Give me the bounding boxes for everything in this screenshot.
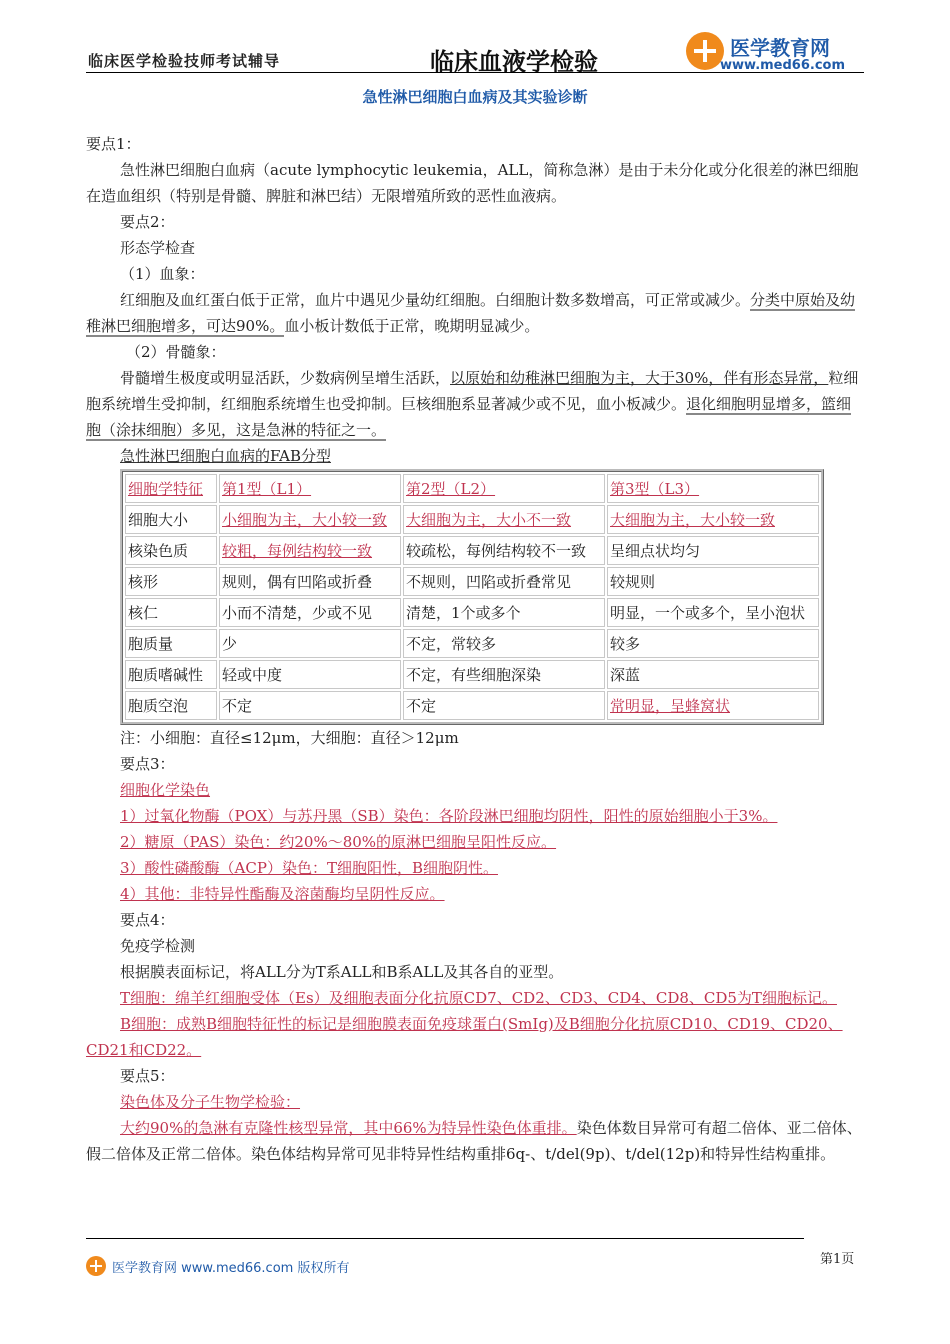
table-cell: 细胞大小 <box>125 505 217 534</box>
immuno-heading: 免疫学检测 <box>120 937 196 955</box>
table-cell: 轻或中度 <box>219 660 401 689</box>
table-header-cell: 第1型（L1） <box>219 474 401 503</box>
table-cell: 明显，一个或多个，呈小泡状 <box>607 598 819 627</box>
table-cell: 小而不清楚，少或不见 <box>219 598 401 627</box>
table-cell: 不定，常较多 <box>403 629 605 658</box>
table-cell: 大细胞为主，大小较一致 <box>607 505 819 534</box>
table-header-cell: 第3型（L3） <box>607 474 819 503</box>
header-divider <box>86 72 864 73</box>
b-cell-markers-text: B细胞：成熟B细胞特征性的标记是细胞膜表面免疫球蛋白(SmIg)及B细胞分化抗原CD10、CD19、CD20、CD21和CD22。 <box>86 1015 843 1059</box>
table-cell: 不定 <box>403 691 605 720</box>
keypoint-4-label: 要点4： <box>120 911 175 929</box>
table-cell: 较多 <box>607 629 819 658</box>
table-row <box>125 691 819 720</box>
footer-copyright[interactable]: 医学教育网 www.med66.com 版权所有 <box>112 1261 350 1276</box>
table-cell: 较疏松，每例结构较不一致 <box>403 536 605 565</box>
bone-marrow-paragraph <box>86 365 864 443</box>
table-cell: 深蓝 <box>607 660 819 689</box>
blood-text-highlight: 分类中原始及幼稚淋巴细胞增多，可达90%。 <box>86 291 856 335</box>
blood-text-a: 红细胞及血红蛋白低于正常，血片中遇见少量幼红细胞。白细胞计数多数增高，可正常或减少。 <box>120 291 751 309</box>
marrow-text-highlight: 以原始和幼稚淋巴细胞为主，大于30%，伴有形态异常， <box>450 369 829 387</box>
keypoint-5-label: 要点5： <box>120 1067 175 1085</box>
document-title: 急性淋巴细胞白血病及其实验诊断 <box>362 88 588 106</box>
cytochem-item-2-text: 2）糖原（PAS）染色：约20%～80%的原淋巴细胞呈阳性反应。 <box>120 833 557 851</box>
cytochem-item-1-text: 1）过氧化物酶（POX）与苏丹黑（SB）染色：各阶段淋巴细胞均阴性，阳性的原始细胞小于3%。 <box>120 807 778 825</box>
table-cell: 核染色质 <box>125 536 217 565</box>
table-row <box>125 505 819 534</box>
table-header-cell: 第2型（L2） <box>403 474 605 503</box>
b-cell-markers <box>86 1011 864 1063</box>
table-cell: 常明显，呈蜂窝状 <box>607 691 819 720</box>
keypoint-1-label: 要点1： <box>86 135 141 153</box>
table-row <box>125 660 819 689</box>
table-cell: 不定 <box>219 691 401 720</box>
chromosome-heading <box>86 1089 864 1115</box>
table-cell: 不规则，凹陷或折叠常见 <box>403 567 605 596</box>
table-cell: 核仁 <box>125 598 217 627</box>
logo-url: www.med66.com <box>720 58 846 73</box>
header-left-title: 临床医学检验技师考试辅导 <box>88 52 281 70</box>
table-header-cell: 细胞学特征 <box>125 474 217 503</box>
bone-marrow-heading: （2）骨髓象： <box>126 343 226 361</box>
table-cell: 不定，有些细胞深染 <box>403 660 605 689</box>
footer-divider <box>86 1238 804 1239</box>
definition-paragraph: 急性淋巴细胞白血病（acute lymphocytic leukemia，ALL，简称急淋）是由于未分化或分化很差的淋巴细胞在造血组织（特别是骨髓、脾脏和淋巴结）无限增殖所致的恶性血液病。 <box>86 161 859 205</box>
table-cell: 小细胞为主，大小较一致 <box>219 505 401 534</box>
table-cell: 清楚，1个或多个 <box>403 598 605 627</box>
table-row <box>125 629 819 658</box>
immuno-paragraph: 根据膜表面标记，将ALL分为T系ALL和B系ALL及其各自的亚型。 <box>120 963 564 981</box>
chromosome-heading-text: 染色体及分子生物学检验： <box>120 1093 301 1111</box>
document-body <box>86 131 864 1167</box>
blood-picture-paragraph <box>86 287 864 339</box>
table-cell: 规则，偶有凹陷或折叠 <box>219 567 401 596</box>
marrow-text-a: 骨髓增生极度或明显活跃，少数病例呈增生活跃， <box>120 369 451 387</box>
logo-cross-icon <box>686 32 724 70</box>
cytochem-item-2 <box>86 829 864 855</box>
footer-logo-icon <box>86 1256 106 1276</box>
table-cell: 较粗，每例结构较一致 <box>219 536 401 565</box>
table-cell: 胞质嗜碱性 <box>125 660 217 689</box>
cytochem-item-4 <box>86 881 864 907</box>
cytochem-item-4-text: 4）其他：非特异性酯酶及溶菌酶均呈阴性反应。 <box>120 885 445 903</box>
morphology-heading: 形态学检查 <box>120 239 196 257</box>
table-cell: 胞质量 <box>125 629 217 658</box>
chromosome-text-highlight: 大约90%的急淋有克隆性核型异常，其中66%为特异性染色体重排。 <box>120 1119 577 1137</box>
cytochem-item-1 <box>86 803 864 829</box>
table-cell: 呈细点状均匀 <box>607 536 819 565</box>
chromosome-paragraph <box>86 1115 864 1167</box>
blood-text-c: 血小板计数低于正常，晚期明显减少。 <box>284 317 540 335</box>
table-cell: 较规则 <box>607 567 819 596</box>
keypoint-2-label: 要点2： <box>120 213 175 231</box>
table-row <box>125 567 819 596</box>
marrow-text-c: 粒细胞系统增生受抑制，红细胞系统增生也受抑制。巨核细胞系显著减少或不见，血小板减少。 <box>86 369 859 413</box>
cytochem-item-3-text: 3）酸性磷酸酶（ACP）染色：T细胞阳性，B细胞阴性。 <box>120 859 498 877</box>
page-number: 第1页 <box>820 1252 855 1267</box>
t-cell-markers-text: T细胞：绵羊红细胞受体（Es）及细胞表面分化抗原CD7、CD2、CD3、CD4、CD8、CD5为T细胞标记。 <box>120 989 837 1007</box>
table-cell: 胞质空泡 <box>125 691 217 720</box>
table-cell: 少 <box>219 629 401 658</box>
table-cell: 核形 <box>125 567 217 596</box>
blood-picture-heading: （1）血象： <box>120 265 205 283</box>
marrow-text-highlight-2: 退化细胞明显增多，篮细胞（涂抹细胞）多见，这是急淋的特征之一。 <box>86 395 852 439</box>
table-row <box>125 598 819 627</box>
table-header-row <box>125 474 819 503</box>
cytochem-heading: 细胞化学染色 <box>120 781 211 799</box>
fab-heading <box>86 443 864 469</box>
logo-name: 医学教育网 <box>730 36 830 60</box>
size-note: 注：小细胞：直径≤12μm，大细胞：直径＞12μm <box>120 729 459 747</box>
table-cell: 大细胞为主，大小不一致 <box>403 505 605 534</box>
cytochem-item-3 <box>86 855 864 881</box>
chromosome-text-b: 染色体数目异常可有超二倍体、亚二倍体、假二倍体及正常二倍体。染色体结构异常可见非特异性结构重排6q-、t/del(9p)、t/del(12p)和特异性结构重排。 <box>86 1119 862 1163</box>
keypoint-3-label: 要点3： <box>120 755 175 773</box>
t-cell-markers <box>86 985 864 1011</box>
fab-classification-table <box>120 469 824 725</box>
table-row <box>125 536 819 565</box>
header-center-title: 临床血液学检验 <box>430 48 598 76</box>
fab-heading-text: 急性淋巴细胞白血病的FAB分型 <box>120 447 331 465</box>
